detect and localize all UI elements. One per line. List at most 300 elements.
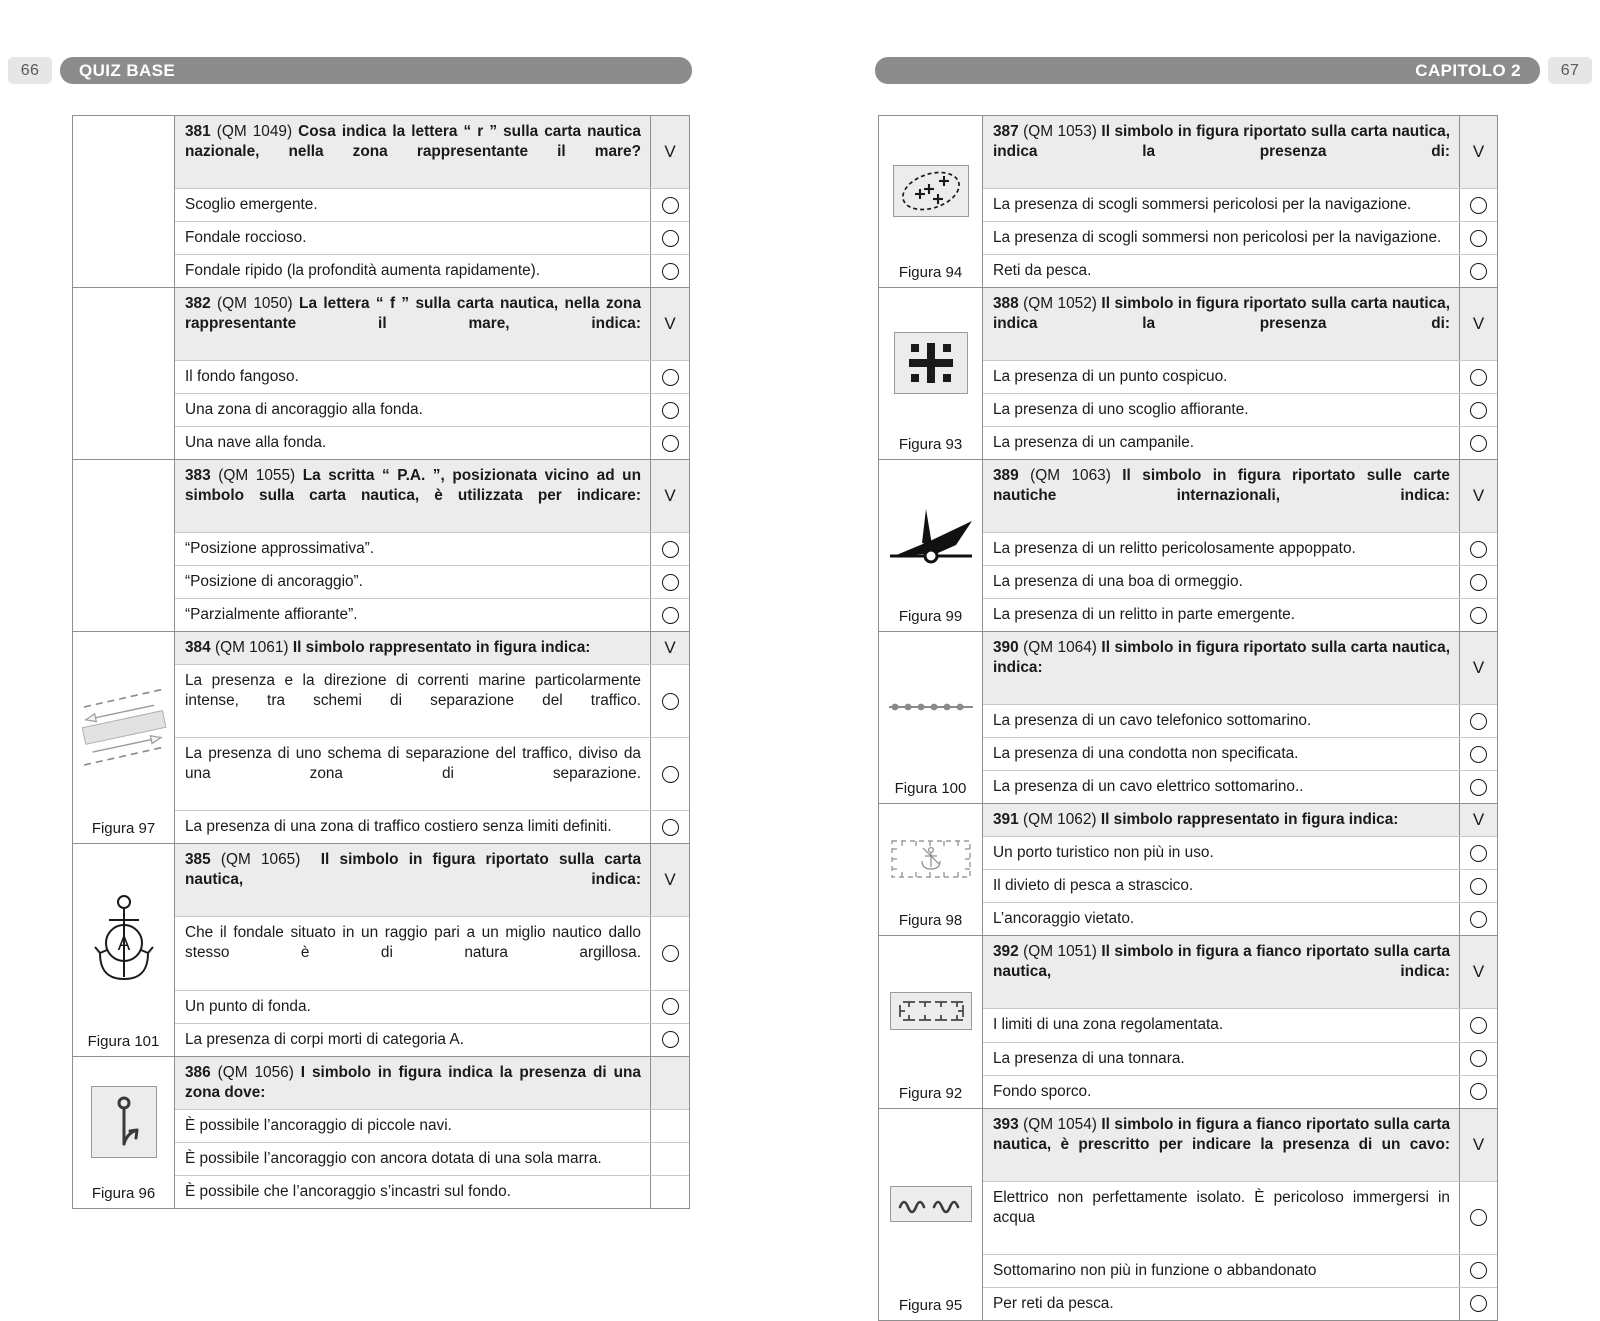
answer-text: La presenza di una boa di ormeggio.	[993, 573, 1243, 591]
question-number: 390	[993, 639, 1019, 657]
answer-row	[175, 917, 689, 990]
question-block	[73, 844, 689, 1056]
answer-row	[983, 427, 1497, 459]
question-number: 388	[993, 295, 1019, 313]
answer-option-marker[interactable]	[650, 255, 689, 287]
question-prompt: Il simbolo in figura riportato sulla carta nautica, indica la presenza di:	[993, 295, 1451, 333]
answer-text	[175, 665, 650, 737]
question-prompt: Il simbolo in figura a fianco riportato sulla carta nautica, è prescritto per indicare la presenza di un cavo:	[993, 1115, 1451, 1153]
question-code: (QM 1061)	[214, 639, 289, 657]
circle-icon	[1470, 402, 1487, 419]
figure-image	[881, 638, 980, 776]
answer-label: La presenza e la direzione di correnti marine particolarmente intense, tra schemi di separazione del traffico.	[185, 672, 641, 710]
circle-icon	[662, 369, 679, 386]
figure-caption: Figura 96	[91, 1184, 156, 1202]
answer-text: La presenza di scogli sommersi non pericolosi per la navigazione.	[993, 229, 1442, 247]
answer-option-marker[interactable]	[650, 811, 689, 843]
answer-row	[983, 1009, 1497, 1042]
question-text	[175, 1057, 650, 1109]
question-text	[983, 804, 1459, 836]
answer-option-marker[interactable]	[1459, 566, 1497, 598]
answer-text: Sottomarino non più in funzione o abbandonato	[993, 1261, 1317, 1279]
correct-mark[interactable]: V	[1459, 804, 1497, 836]
answer-option-marker[interactable]	[650, 361, 689, 393]
anchor-letter-a-icon	[88, 891, 160, 987]
question-prompt: Il simbolo in figura riportato sulla carta nautica, indica:	[993, 639, 1451, 677]
question-prompt: Cosa indica la lettera “ r ” sulla carta nautica nazionale, nella zona rappresentante il mare?	[185, 123, 641, 161]
answer-row	[175, 811, 689, 843]
answer-option-marker[interactable]	[1459, 1009, 1497, 1041]
figure-frame	[890, 992, 972, 1030]
question-text	[983, 936, 1459, 1008]
question-block	[879, 1109, 1497, 1320]
answer-text: Scoglio emergente.	[185, 196, 318, 214]
question-block	[879, 460, 1497, 632]
answer-text: La presenza di un cavo telefonico sottomarino.	[993, 712, 1312, 730]
page-number-left: 66	[8, 57, 52, 84]
question-number: 389	[993, 467, 1019, 485]
running-header-right	[875, 57, 1592, 84]
circle-icon	[1470, 1209, 1487, 1226]
question-code: (QM 1063)	[1030, 467, 1111, 485]
question-text	[175, 844, 650, 916]
question-code: (QM 1051)	[1023, 943, 1097, 961]
answer-row	[983, 1043, 1497, 1076]
question-code: (QM 1049)	[216, 123, 293, 140]
answer-text: Per reti da pesca.	[993, 1294, 1114, 1312]
answer-text: La presenza di un campanile.	[993, 434, 1195, 452]
answer-text: È possibile che l’ancoraggio s’incastri sul fondo.	[185, 1182, 511, 1200]
answer-row	[983, 870, 1497, 903]
answer-option-marker[interactable]	[1459, 903, 1497, 935]
answer-option-marker[interactable]	[1459, 1182, 1497, 1254]
answer-text: La presenza di una zona di traffico costiero senza limiti definiti.	[185, 818, 612, 836]
header-title-right: CAPITOLO 2	[875, 57, 1540, 84]
answer-text: Una zona di ancoraggio alla fonda.	[185, 401, 423, 419]
answer-row	[983, 599, 1497, 631]
question-number: 392	[993, 943, 1019, 961]
correct-mark[interactable]: V	[1459, 288, 1497, 360]
answer-text: Fondo sporco.	[993, 1082, 1092, 1100]
circle-icon	[1470, 845, 1487, 862]
answer-text: La presenza di un relitto pericolosamente appoppato.	[993, 540, 1356, 558]
figure-cell	[879, 804, 983, 935]
answer-option-marker[interactable]	[1459, 1288, 1497, 1320]
question-number: 384	[185, 639, 211, 657]
submarine-cable-line-icon	[885, 697, 977, 717]
figure-image	[881, 942, 980, 1080]
answer-option-marker[interactable]	[1459, 705, 1497, 737]
question-code: (QM 1064)	[1023, 639, 1097, 657]
answer-text: Una nave alla fonda.	[185, 434, 327, 452]
figure-cell	[879, 116, 983, 287]
answer-option-marker[interactable]	[1459, 361, 1497, 393]
question-text	[983, 1109, 1459, 1181]
circle-icon	[1470, 574, 1487, 591]
question-row	[175, 632, 689, 665]
figure-image	[75, 1063, 172, 1181]
circle-icon	[1470, 1083, 1487, 1100]
answer-row	[983, 533, 1497, 566]
question-row	[983, 1109, 1497, 1182]
answer-option-marker[interactable]	[650, 665, 689, 737]
answer-row	[175, 361, 689, 394]
answer-text: La presenza di uno scoglio affiorante.	[993, 401, 1249, 419]
question-block	[73, 632, 689, 844]
figure-cell	[879, 936, 983, 1107]
circle-icon	[1470, 1017, 1487, 1034]
answer-text: Fondale ripido (la profondità aumenta rapidamente).	[185, 262, 541, 280]
answer-text: La presenza di un relitto in parte emergente.	[993, 606, 1296, 624]
question-row	[175, 844, 689, 917]
figure-caption: Figura 97	[91, 820, 156, 838]
question-row	[983, 936, 1497, 1009]
traffic-separation-scheme-icon	[78, 675, 170, 780]
answer-text: Reti da pesca.	[993, 262, 1092, 280]
figure-cell	[879, 1109, 983, 1320]
circle-icon	[1470, 369, 1487, 386]
question-code: (QM 1055)	[218, 467, 296, 485]
question-row	[175, 288, 689, 361]
question-block	[879, 288, 1497, 460]
question-prompt: Il simbolo in figura riportato sulla carta nautica, indica:	[185, 851, 642, 889]
answer-option-marker[interactable]	[650, 1143, 689, 1175]
question-row	[175, 460, 689, 533]
answer-row	[175, 991, 689, 1024]
question-row	[175, 1057, 689, 1110]
answer-option-marker[interactable]	[650, 1024, 689, 1056]
figure-image	[881, 466, 980, 604]
answer-option-marker[interactable]	[650, 991, 689, 1023]
figure-cell	[73, 288, 175, 459]
answer-option-marker[interactable]	[1459, 222, 1497, 254]
correct-mark[interactable]: V	[1459, 1109, 1497, 1181]
answer-row	[983, 1288, 1497, 1320]
answer-row	[175, 599, 689, 631]
answer-text: La presenza di un punto cospicuo.	[993, 368, 1228, 386]
question-text	[983, 632, 1459, 704]
figure-image	[881, 294, 980, 432]
correct-mark[interactable]: V	[1459, 460, 1497, 532]
answer-option-marker[interactable]	[650, 1176, 689, 1208]
question-prompt: La lettera “ f ” sulla carta nautica, nella zona rappresentante il mare, indica:	[185, 295, 642, 333]
answer-option-marker[interactable]	[650, 566, 689, 598]
answer-option-marker[interactable]	[650, 917, 689, 989]
question-row	[983, 804, 1497, 837]
figure-cell	[879, 288, 983, 459]
answer-option-marker[interactable]	[1459, 1043, 1497, 1075]
question-code: (QM 1065)	[220, 851, 301, 869]
correct-mark[interactable]	[650, 1057, 689, 1109]
figure-image	[75, 638, 172, 816]
correct-mark[interactable]: V	[650, 288, 689, 360]
answer-label: Che il fondale situato in un raggio pari a un miglio nautico dallo stesso è di natura argillosa.	[185, 924, 641, 962]
answer-text: Fondale roccioso.	[185, 229, 307, 247]
circle-icon	[662, 574, 679, 591]
figure-frame	[890, 1186, 972, 1222]
figure-caption: Figura 92	[898, 1084, 963, 1102]
circle-icon	[662, 435, 679, 452]
figure-cell	[73, 844, 175, 1055]
circle-icon	[662, 263, 679, 280]
question-number: 385	[185, 851, 211, 869]
figure-cell	[879, 460, 983, 631]
answer-option-marker[interactable]	[1459, 1255, 1497, 1287]
correct-mark[interactable]: V	[1459, 936, 1497, 1008]
quiz-table-left	[72, 115, 690, 1209]
answer-option-marker[interactable]	[1459, 599, 1497, 631]
question-code: (QM 1062)	[1022, 811, 1097, 829]
answer-row	[983, 903, 1497, 935]
circle-icon	[1470, 435, 1487, 452]
circle-icon	[1470, 713, 1487, 730]
circle-icon	[662, 230, 679, 247]
figure-image	[881, 810, 980, 908]
question-number: 387	[993, 123, 1019, 140]
figure-cell	[73, 632, 175, 843]
question-block	[73, 1057, 689, 1208]
restricted-area-limits-icon	[895, 996, 967, 1026]
answer-row	[175, 738, 689, 811]
answer-row	[175, 255, 689, 287]
figure-cell	[73, 1057, 175, 1208]
answer-row	[175, 1143, 689, 1176]
page-left	[0, 0, 800, 1202]
answer-row	[175, 1110, 689, 1143]
answer-text: Un porto turistico non più in uso.	[993, 844, 1214, 862]
question-text	[175, 288, 650, 360]
answer-row	[983, 394, 1497, 427]
figure-frame	[893, 165, 969, 217]
answer-text: La presenza di corpi morti di categoria A.	[185, 1030, 464, 1048]
answer-option-marker[interactable]	[1459, 870, 1497, 902]
circle-icon	[662, 693, 679, 710]
question-row	[175, 116, 689, 189]
wreck-showing-hull-icon	[886, 501, 976, 569]
answer-row	[175, 533, 689, 566]
question-row	[983, 460, 1497, 533]
question-block	[73, 288, 689, 460]
question-prompt: La scritta “ P.A. ”, posizionata vicino ad un simbolo sulla carta nautica, è utilizzata per indicare:	[185, 467, 641, 505]
answer-row	[983, 361, 1497, 394]
correct-mark[interactable]: V	[650, 844, 689, 916]
question-text	[175, 460, 650, 532]
question-text	[983, 288, 1459, 360]
question-code: (QM 1053)	[1023, 123, 1097, 140]
answer-text: La presenza di un cavo elettrico sottomarino..	[993, 778, 1304, 796]
answer-option-marker[interactable]	[1459, 1076, 1497, 1108]
figure-cell	[73, 460, 175, 631]
figure-caption: Figura 93	[898, 436, 963, 454]
answer-row	[983, 1182, 1497, 1255]
answer-text: I limiti di una zona regolamentata.	[993, 1016, 1224, 1034]
question-block	[73, 116, 689, 288]
answer-row	[983, 222, 1497, 255]
question-number: 381	[185, 123, 211, 140]
question-code: (QM 1056)	[217, 1063, 294, 1081]
answer-option-marker[interactable]	[1459, 738, 1497, 770]
question-code: (QM 1052)	[1023, 295, 1097, 313]
question-text	[175, 116, 650, 188]
answer-row	[983, 1076, 1497, 1108]
answer-row	[175, 1024, 689, 1056]
circle-icon	[1470, 197, 1487, 214]
question-text	[983, 460, 1459, 532]
question-prompt: Il simbolo rappresentato in figura indica:	[1100, 811, 1399, 829]
figure-image	[881, 122, 980, 260]
circle-icon	[1470, 1262, 1487, 1279]
circle-icon	[662, 197, 679, 214]
question-row	[983, 632, 1497, 705]
figure-image	[75, 850, 172, 1028]
submerged-rocks-area-icon	[896, 168, 966, 214]
answer-text: È possibile l’ancoraggio con ancora dotata di una sola marra.	[185, 1149, 602, 1167]
figure-cell	[73, 116, 175, 287]
circle-icon	[1470, 1050, 1487, 1067]
figure-image	[881, 1115, 980, 1293]
answer-text: È possibile l’ancoraggio di piccole navi.	[185, 1116, 452, 1134]
answer-label: La presenza di uno schema di separazione del traffico, diviso da una zona di separazione.	[185, 745, 641, 783]
answer-text: La presenza di una tonnara.	[993, 1049, 1185, 1067]
page-number-right: 67	[1548, 57, 1592, 84]
question-prompt: Il simbolo in figura riportato sulle carte nautiche internazionali, indica:	[993, 467, 1450, 505]
question-number: 386	[185, 1063, 211, 1081]
circle-icon	[1470, 541, 1487, 558]
answer-row	[175, 222, 689, 255]
answer-text: “Posizione approssimativa”.	[185, 540, 375, 558]
wavy-cable-icon	[895, 1191, 967, 1217]
page-right	[800, 0, 1600, 1314]
question-block	[879, 936, 1497, 1108]
figure-cell	[879, 632, 983, 803]
question-text	[175, 632, 650, 664]
correct-mark[interactable]: V	[650, 116, 689, 188]
answer-option-marker[interactable]	[650, 738, 689, 810]
answer-row	[983, 705, 1497, 738]
question-text	[983, 116, 1459, 188]
circle-icon	[662, 402, 679, 419]
answer-row	[175, 566, 689, 599]
question-block	[73, 460, 689, 632]
correct-mark[interactable]: V	[1459, 632, 1497, 704]
answer-option-marker[interactable]	[1459, 533, 1497, 565]
answer-row	[983, 738, 1497, 771]
question-block	[879, 116, 1497, 288]
answer-row	[983, 189, 1497, 222]
question-prompt: I simbolo in figura indica la presenza di una zona dove:	[185, 1063, 641, 1101]
answer-option-marker[interactable]	[650, 394, 689, 426]
figure-frame	[894, 332, 968, 394]
answer-option-marker[interactable]	[1459, 771, 1497, 803]
circle-icon	[1470, 911, 1487, 928]
header-title-left: QUIZ BASE	[60, 57, 692, 84]
anchor-small-icon	[104, 1094, 144, 1150]
correct-mark[interactable]: V	[650, 460, 689, 532]
answer-option-marker[interactable]	[650, 222, 689, 254]
answer-option-marker[interactable]	[650, 427, 689, 459]
answer-option-marker[interactable]	[1459, 837, 1497, 869]
answer-text: Il divieto di pesca a strascico.	[993, 877, 1194, 895]
answer-option-marker[interactable]	[650, 189, 689, 221]
figure-caption: Figura 95	[898, 1296, 963, 1314]
question-number: 391	[993, 811, 1019, 829]
answer-text	[983, 1182, 1459, 1254]
answer-row	[983, 1255, 1497, 1288]
answer-row	[175, 427, 689, 459]
correct-mark[interactable]: V	[1459, 116, 1497, 188]
answer-label: Elettrico non perfettamente isolato. È pericoloso immergersi in acqua	[993, 1188, 1450, 1226]
figure-caption: Figura 99	[898, 608, 963, 626]
answer-option-marker[interactable]	[1459, 189, 1497, 221]
figure-caption: Figura 100	[894, 780, 967, 798]
circle-icon	[1470, 746, 1487, 763]
circle-icon	[1470, 263, 1487, 280]
circle-icon	[662, 1031, 679, 1048]
answer-row	[175, 1176, 689, 1208]
conspicuous-point-cross-icon	[903, 339, 959, 387]
answer-row	[983, 566, 1497, 599]
answer-option-marker[interactable]	[1459, 255, 1497, 287]
answer-row	[175, 665, 689, 738]
circle-icon	[1470, 878, 1487, 895]
running-header-left	[8, 57, 692, 84]
correct-mark[interactable]: V	[650, 632, 689, 664]
answer-row	[175, 189, 689, 222]
question-block	[879, 804, 1497, 936]
circle-icon	[1470, 230, 1487, 247]
circle-icon	[662, 766, 679, 783]
figure-caption: Figura 98	[898, 912, 963, 930]
question-number: 383	[185, 467, 211, 485]
circle-icon	[662, 945, 679, 962]
circle-icon	[1470, 779, 1487, 796]
answer-option-marker[interactable]	[1459, 427, 1497, 459]
svg-text:A: A	[117, 934, 130, 956]
figure-caption: Figura 101	[87, 1032, 160, 1050]
question-block	[879, 632, 1497, 804]
answer-row	[175, 394, 689, 427]
answer-option-marker[interactable]	[1459, 394, 1497, 426]
question-number: 393	[993, 1115, 1019, 1133]
quiz-table-right	[878, 115, 1498, 1321]
figure-caption: Figura 94	[898, 264, 963, 282]
question-row	[983, 116, 1497, 189]
question-prompt: Il simbolo rappresentato in figura indica:	[292, 639, 591, 657]
circle-icon	[1470, 607, 1487, 624]
answer-row	[983, 771, 1497, 803]
answer-text: La presenza di scogli sommersi pericolosi per la navigazione.	[993, 196, 1412, 214]
answer-text	[175, 917, 650, 989]
answer-text: L’ancoraggio vietato.	[993, 910, 1135, 928]
question-prompt: Il simbolo in figura riportato sulla carta nautica, indica la presenza di:	[993, 123, 1451, 161]
answer-text: “Posizione di ancoraggio”.	[185, 573, 363, 591]
circle-icon	[1470, 1295, 1487, 1312]
question-number: 382	[185, 295, 211, 313]
answer-option-marker[interactable]	[650, 533, 689, 565]
answer-text: Un punto di fonda.	[185, 997, 311, 1015]
answer-row	[983, 255, 1497, 287]
question-row	[983, 288, 1497, 361]
circle-icon	[662, 607, 679, 624]
circle-icon	[662, 541, 679, 558]
answer-row	[983, 837, 1497, 870]
answer-text: La presenza di una condotta non specificata.	[993, 745, 1299, 763]
anchoring-prohibited-area-icon	[888, 835, 974, 883]
answer-option-marker[interactable]	[650, 599, 689, 631]
answer-text	[175, 738, 650, 810]
question-code: (QM 1050)	[217, 295, 293, 313]
question-code: (QM 1054)	[1023, 1115, 1097, 1133]
